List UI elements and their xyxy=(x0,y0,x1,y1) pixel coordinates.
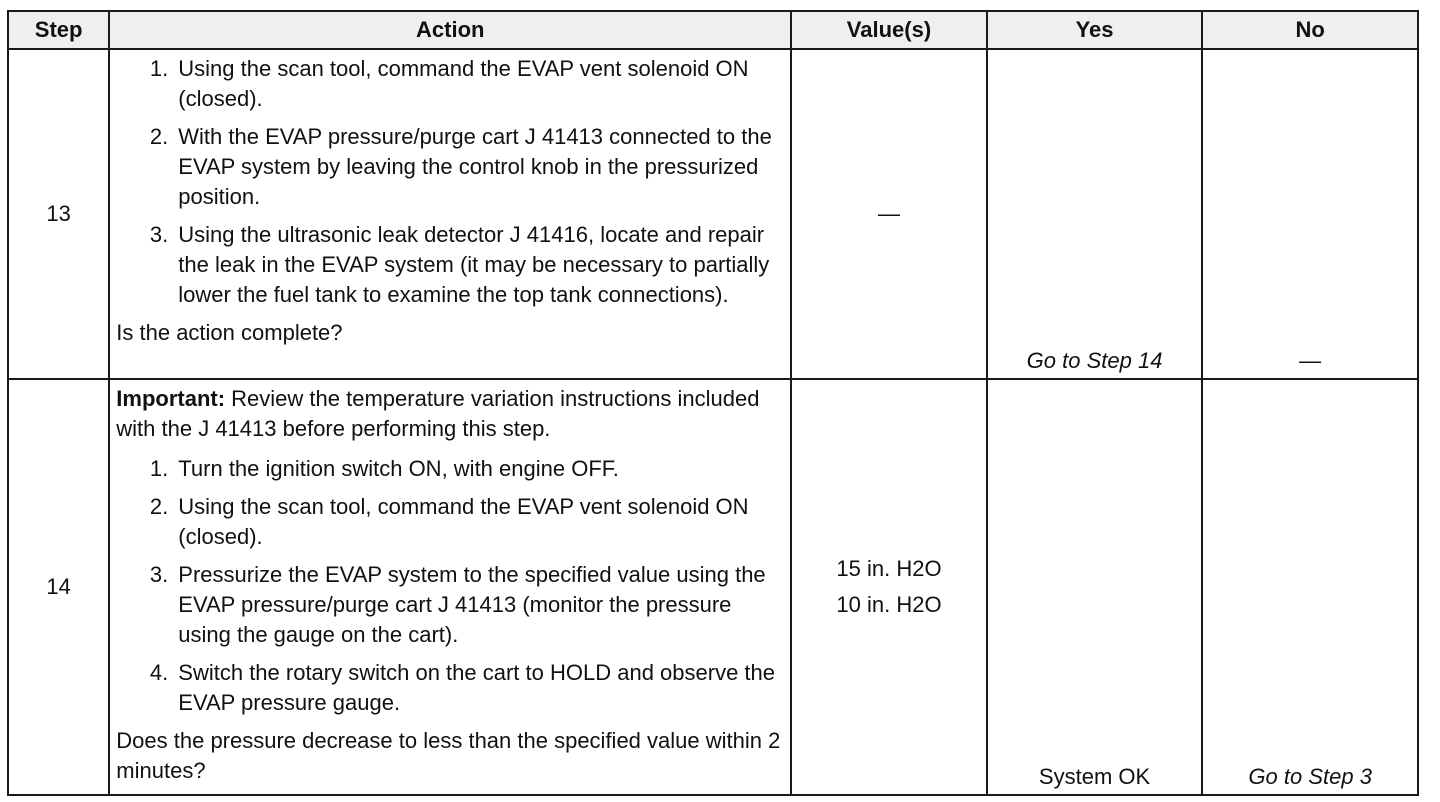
action-step-number: 4. xyxy=(149,660,169,685)
table-row xyxy=(8,49,1418,379)
action-step-text: Pressurize the EVAP system to the specified value using the EVAP pressure/purge cart J 41413 (monitor the pressure using the gauge on the cart). xyxy=(178,562,766,647)
step-number: 13 xyxy=(8,49,109,379)
header-yes: Yes xyxy=(987,11,1203,49)
action-step xyxy=(116,658,784,718)
action-step xyxy=(116,54,784,114)
no-cell xyxy=(1202,49,1418,379)
yes-result: Go to Step 14 xyxy=(1026,348,1163,373)
table-row xyxy=(8,379,1418,795)
action-steps xyxy=(116,54,784,310)
important-text: Review the temperature variation instructions included with the J 41413 before performing this step. xyxy=(116,386,760,441)
action-steps xyxy=(116,454,784,718)
important-label: Important: xyxy=(116,386,226,411)
value-item: — xyxy=(877,201,900,226)
action-step xyxy=(116,220,784,310)
action-step-number: 1. xyxy=(149,456,169,481)
action-step-text: Using the scan tool, command the EVAP vent solenoid ON (closed). xyxy=(178,56,749,111)
diagnostic-table xyxy=(7,10,1419,796)
no-result: — xyxy=(1299,348,1322,373)
header-row xyxy=(8,11,1418,49)
action-question: Does the pressure decrease to less than the specified value within 2 minutes? xyxy=(116,728,781,783)
yes-result: System OK xyxy=(1038,764,1151,789)
value-cell xyxy=(791,379,987,795)
header-action: Action xyxy=(109,11,791,49)
action-step-number: 3. xyxy=(149,222,169,247)
action-step-number: 2. xyxy=(149,494,169,519)
action-step-text: Using the scan tool, command the EVAP vent solenoid ON (closed). xyxy=(178,494,749,549)
action-question: Is the action complete? xyxy=(116,320,343,345)
action-step-text: Using the ultrasonic leak detector J 41416, locate and repair the leak in the EVAP system (it may be necessary to partially lower the fuel tank to examine the top tank connections). xyxy=(178,222,770,307)
action-step xyxy=(116,492,784,552)
action-step xyxy=(116,560,784,650)
yes-cell xyxy=(987,49,1203,379)
action-step-number: 3. xyxy=(149,562,169,587)
action-cell xyxy=(109,379,791,795)
no-result: Go to Step 3 xyxy=(1248,764,1372,789)
action-step-text: Turn the ignition switch ON, with engine OFF. xyxy=(178,456,619,481)
action-cell xyxy=(109,49,791,379)
no-cell xyxy=(1202,379,1418,795)
important-note xyxy=(116,384,784,444)
action-step-number: 2. xyxy=(149,124,169,149)
action-step-text: Switch the rotary switch on the cart to HOLD and observe the EVAP pressure gauge. xyxy=(178,660,776,715)
value-cell xyxy=(791,49,987,379)
header-values: Value(s) xyxy=(791,11,987,49)
action-step xyxy=(116,122,784,212)
yes-cell xyxy=(987,379,1203,795)
header-no: No xyxy=(1202,11,1418,49)
action-step-number: 1. xyxy=(149,56,169,81)
header-step: Step xyxy=(8,11,109,49)
step-number: 14 xyxy=(8,379,109,795)
value-item: 15 in. H2O xyxy=(836,556,942,581)
action-step-text: With the EVAP pressure/purge cart J 41413 connected to the EVAP system by leaving the control knob in the pressurized position. xyxy=(178,124,772,209)
value-item: 10 in. H2O xyxy=(836,592,942,617)
action-step xyxy=(116,454,784,484)
